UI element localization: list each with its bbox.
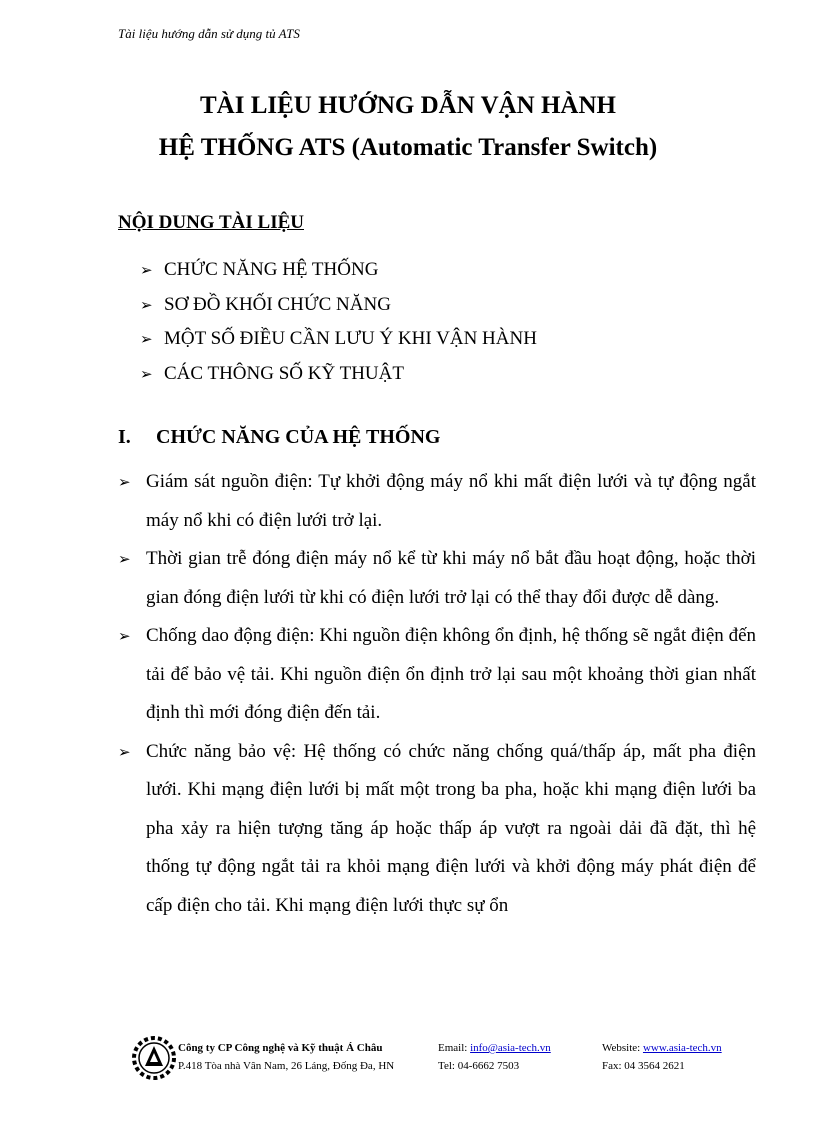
footer-web-col <box>602 1039 722 1075</box>
toc-heading: NỘI DUNG TÀI LIỆU <box>118 212 304 233</box>
toc-item-label: CÁC THÔNG SỐ KỸ THUẬT <box>164 362 404 384</box>
document-title-line1: TÀI LIỆU HƯỚNG DẪN VẬN HÀNH <box>199 92 616 119</box>
bullet-paragraph <box>118 617 756 733</box>
document-title-line2: HỆ THỐNG ATS (Automatic Transfer Switch) <box>158 134 658 161</box>
toc-item-label: SƠ ĐỒ KHỐI CHỨC NĂNG <box>164 293 391 315</box>
paragraph-text: Chức năng bảo vệ: Hệ thống có chức năng chống quá/thấp áp, mất pha điện lưới. Khi mạng điện lưới bị mất một trong ba pha, hoặc khi mạng điện lưới ba pha xảy ra hiện tượng tăng áp hoặc thấp áp vượt ra ngoài dải đã đặt, thì hệ thống tự động ngắt tải ra khỏi mạng điện lưới và khởi động máy phát điện để cấp điện cho tải. Khi mạng điện lưới thực sự ổn <box>146 740 756 916</box>
paragraph-text: Chống dao động điện: Khi nguồn điện không ổn định, hệ thống sẽ ngắt điện đến tải để bảo vệ tải. Khi nguồn điện ổn định trở lại sau một khoảng thời gian nhất định thì mới đóng điện đến tải. <box>146 625 756 723</box>
toc-item <box>140 326 537 361</box>
running-header: Tài liệu hướng dẫn sử dụng tủ ATS <box>118 26 300 41</box>
toc-item <box>140 361 537 396</box>
footer-contact-col <box>438 1039 551 1075</box>
toc-item <box>140 292 537 327</box>
section-title: CHỨC NĂNG CỦA HỆ THỐNG <box>156 426 441 448</box>
bullet-paragraph <box>118 733 756 926</box>
section-body <box>118 463 756 925</box>
arrow-bullet-icon: ➢ <box>118 473 131 491</box>
telephone: Tel: 04-6662 7503 <box>438 1060 520 1072</box>
paragraph-text: Giám sát nguồn điện: Tự khởi động máy nổ khi mất điện lưới và tự động ngắt máy nổ khi có điện lưới trở lại. <box>146 471 756 531</box>
bullet-paragraph <box>118 463 756 540</box>
arrow-bullet-icon: ➢ <box>118 550 131 568</box>
arrow-bullet-icon: ➢ <box>140 330 153 348</box>
arrow-bullet-icon: ➢ <box>140 295 153 314</box>
toc-item-label: MỘT SỐ ĐIỀU CẦN LƯU Ý KHI VẬN HÀNH <box>164 328 537 349</box>
website-link[interactable]: www.asia-tech.vn <box>642 1042 722 1054</box>
toc-list <box>140 257 537 395</box>
fax: Fax: 04 3564 2621 <box>602 1060 685 1072</box>
footer-company-col <box>178 1039 394 1075</box>
arrow-bullet-icon: ➢ <box>118 742 131 761</box>
company-logo-icon <box>132 1036 176 1080</box>
paragraph-text: Thời gian trễ đóng điện máy nổ kể từ khi máy nổ bắt đầu hoạt động, hoặc thời gian đóng điện lưới từ khi có điện lưới trở lại có thể thay đổi được dễ dàng. <box>146 548 756 608</box>
email-label: Email: <box>438 1042 471 1054</box>
toc-item-label: CHỨC NĂNG HỆ THỐNG <box>164 259 379 280</box>
section-number: I. <box>118 426 131 448</box>
section-heading <box>118 426 440 449</box>
arrow-bullet-icon: ➢ <box>118 627 131 645</box>
arrow-bullet-icon: ➢ <box>140 364 153 383</box>
page-footer <box>132 1034 772 1084</box>
toc-item <box>140 257 537 292</box>
website-label: Website: <box>602 1042 643 1054</box>
arrow-bullet-icon: ➢ <box>140 261 153 279</box>
bullet-paragraph <box>118 540 756 617</box>
email-link[interactable]: info@asia-tech.vn <box>470 1042 551 1054</box>
company-address: P.418 Tòa nhà Vân Nam, 26 Láng, Đống Đa, HN <box>178 1060 395 1072</box>
company-name: Công ty CP Công nghệ và Kỹ thuật Á Châu <box>178 1042 383 1054</box>
